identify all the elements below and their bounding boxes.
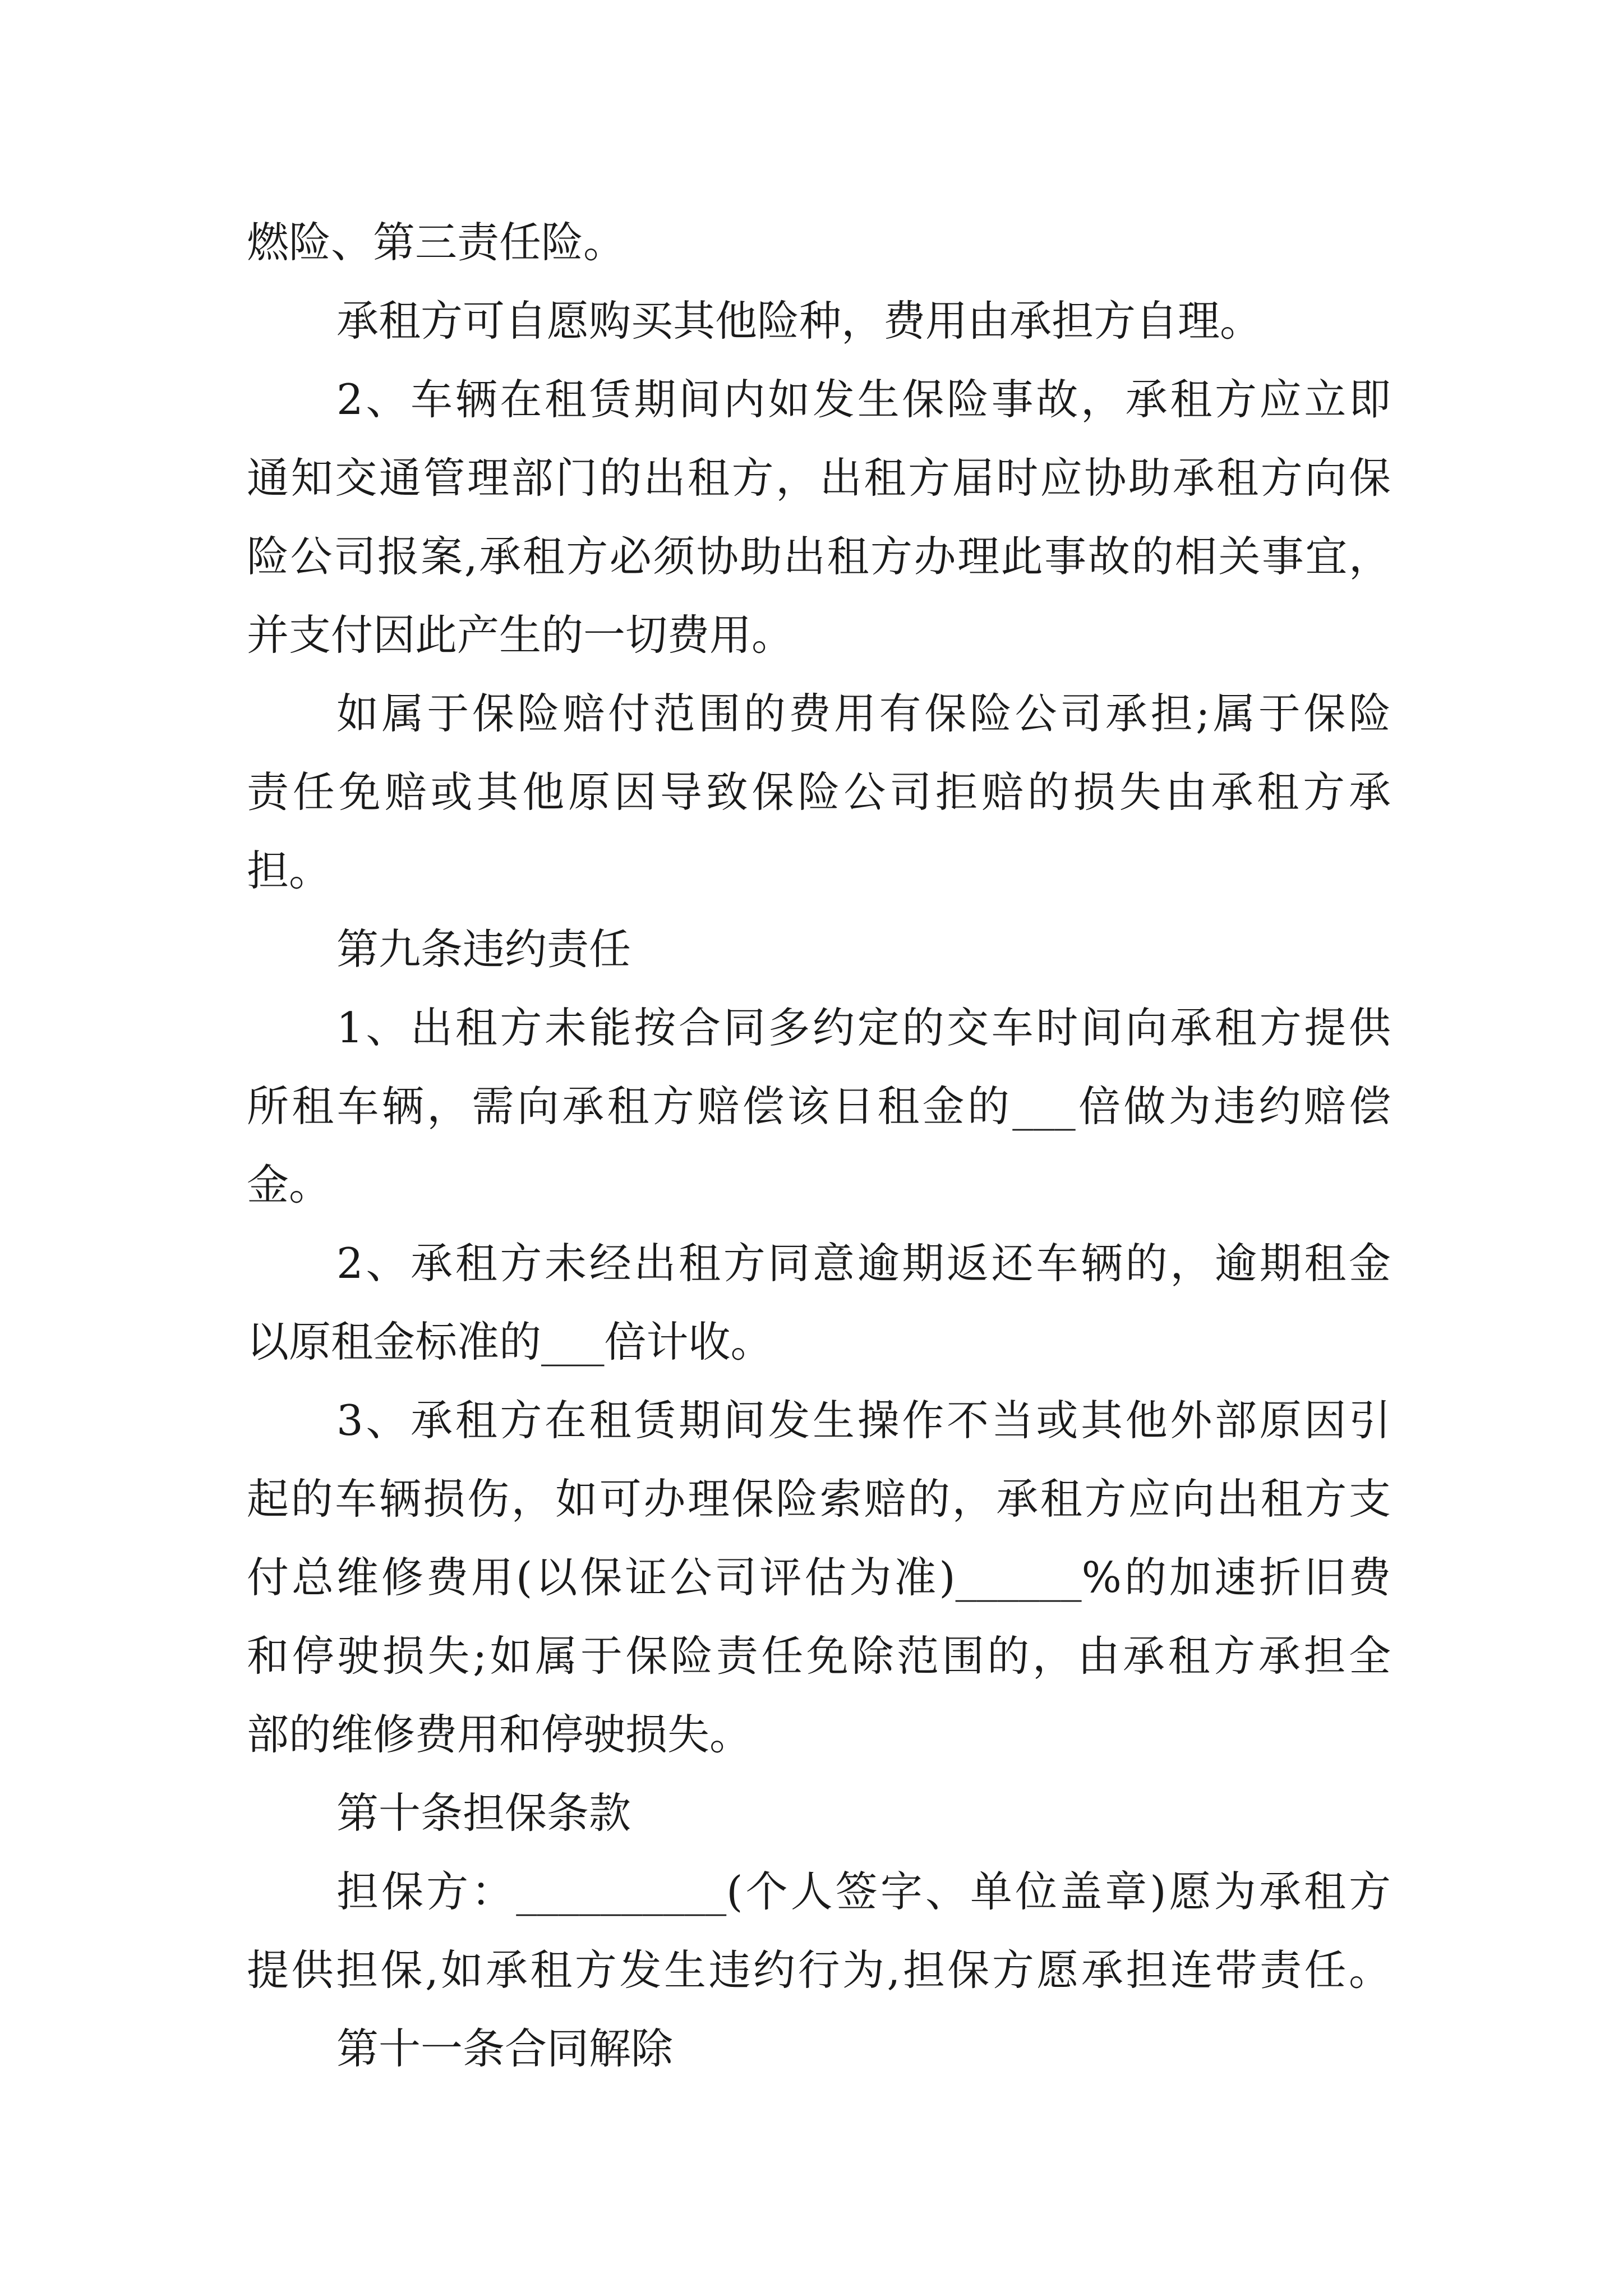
text-line: 险公司报案,承租方必须协助出租方办理此事故的相关事宜， <box>247 532 1391 581</box>
text-line: 并支付因此产生的一切费用。 <box>247 610 794 660</box>
text-line: 通知交通管理部门的出租方，出租方届时应协助承租方向保 <box>247 453 1391 503</box>
text-line: 担保方：__________(个人签字、单位盖章)愿为承租方 <box>336 1867 1391 1916</box>
text-line: 3、承租方在租赁期间发生操作不当或其他外部原因引 <box>336 1396 1391 1445</box>
text-line: 所租车辆，需向承租方赔偿该日租金的___倍做为违约赔偿 <box>247 1082 1391 1131</box>
text-line: 提供担保,如承租方发生违约行为,担保方愿承担连带责任。 <box>247 1945 1391 1995</box>
text-line: 部的维修费用和停驶损失。 <box>247 1710 752 1759</box>
text-line: 以原租金标准的___倍计收。 <box>247 1317 773 1366</box>
text-line: 起的车辆损伤，如可办理保险索赔的，承租方应向出租方支 <box>247 1474 1391 1524</box>
section-heading: 第十条担保条款 <box>336 1788 631 1838</box>
text-line: 金。 <box>247 1160 331 1209</box>
text-line: 2、车辆在租赁期间内如发生保险事故，承租方应立即 <box>336 375 1391 424</box>
text-line: 如属于保险赔付范围的费用有保险公司承担;属于保险 <box>336 689 1391 738</box>
text-line: 担。 <box>247 846 331 895</box>
section-heading: 第九条违约责任 <box>336 924 631 974</box>
text-line: 燃险、第三责任险。 <box>247 218 626 267</box>
text-line: 付总维修费用(以保证公司评估为准)______%的加速折旧费 <box>247 1553 1391 1602</box>
text-line: 2、承租方未经出租方同意逾期返还车辆的，逾期租金 <box>336 1239 1391 1288</box>
text-line: 1、出租方未能按合同多约定的交车时间向承租方提供 <box>336 1003 1391 1052</box>
section-heading: 第十一条合同解除 <box>336 2024 674 2073</box>
text-line: 责任免赔或其他原因导致保险公司拒赔的损失由承租方承 <box>247 767 1391 817</box>
text-line: 和停驶损失;如属于保险责任免除范围的，由承租方承担全 <box>247 1631 1391 1681</box>
text-line: 承租方可自愿购买其他险种，费用由承担方自理。 <box>336 296 1262 346</box>
